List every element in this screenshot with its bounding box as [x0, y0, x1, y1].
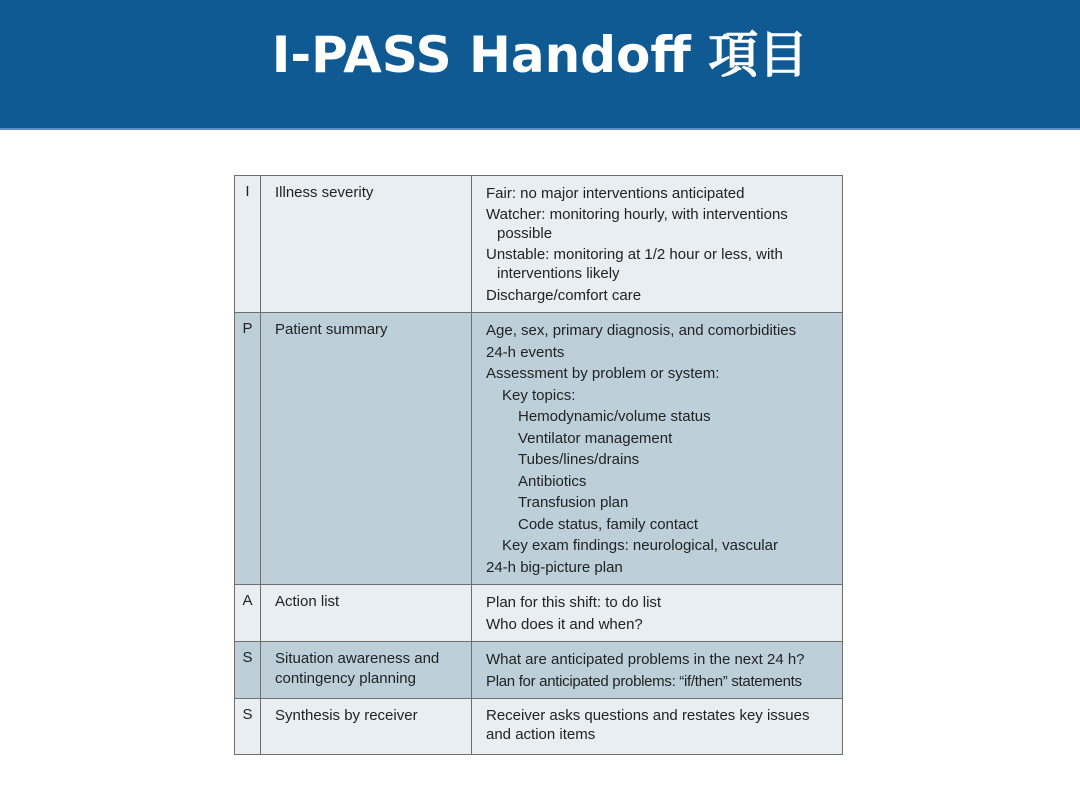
list-item-text: Watcher: monitoring hourly, with interventions: [486, 205, 788, 223]
list-item: Transfusion plan: [518, 494, 629, 511]
list-item: 24-h events: [486, 343, 565, 361]
list-item: Receiver asks questions and restates key issues and action items: [486, 707, 810, 743]
list-item: Tubes/lines/drains: [518, 451, 640, 468]
table-row-situation-awareness: [235, 642, 843, 699]
row-description: [472, 699, 843, 755]
row-description: [472, 313, 843, 585]
table-row-illness-severity: [235, 176, 843, 313]
table-row-synthesis-by-receiver: [235, 699, 843, 755]
list-item: Who does it and when?: [486, 615, 643, 633]
list-item: Discharge/comfort care: [486, 286, 642, 304]
list-item: What are anticipated problems in the next 24 h?: [486, 651, 805, 668]
list-item: Antibiotics: [518, 472, 587, 490]
row-description: [472, 642, 843, 699]
list-item: Code status, family contact: [518, 515, 699, 533]
row-description: [472, 585, 843, 642]
list-item: [486, 245, 836, 283]
list-item: Fair: no major interventions anticipated: [486, 185, 745, 202]
list-item: Age, sex, primary diagnosis, and comorbidities: [486, 322, 797, 339]
title-banner: [0, 0, 1080, 130]
row-name: Patient summary: [261, 313, 472, 585]
list-item-text: Unstable: monitoring at 1/2 hour or less, with: [486, 245, 783, 263]
page-title: I-PASS Handoff 項目: [271, 26, 809, 84]
row-letter: P: [235, 313, 261, 585]
row-name: Illness severity: [261, 176, 472, 313]
list-item: [486, 205, 836, 243]
row-description: [472, 176, 843, 313]
list-item: Plan for this shift: to do list: [486, 594, 662, 611]
row-letter: A: [235, 585, 261, 642]
row-letter: S: [235, 642, 261, 699]
list-item: Assessment by problem or system:: [486, 365, 720, 382]
list-item: Hemodynamic/volume status: [518, 408, 711, 425]
list-item: Ventilator management: [518, 429, 673, 447]
row-name: Action list: [261, 585, 472, 642]
row-name: Situation awareness and contingency planning: [261, 642, 472, 699]
list-item: Key exam findings: neurological, vascular: [502, 537, 778, 554]
list-item: Plan for anticipated problems: “if/then” statements: [486, 672, 802, 690]
list-item-continuation: possible: [497, 224, 553, 242]
row-letter: I: [235, 176, 261, 313]
list-item: 24-h big-picture plan: [486, 558, 623, 576]
row-letter: S: [235, 699, 261, 755]
table-row-action-list: [235, 585, 843, 642]
ipass-table: [234, 175, 843, 755]
list-item-continuation: interventions likely: [497, 264, 620, 282]
table-row-patient-summary: [235, 313, 843, 585]
list-item: Key topics:: [502, 386, 576, 404]
row-name: Synthesis by receiver: [261, 699, 472, 755]
